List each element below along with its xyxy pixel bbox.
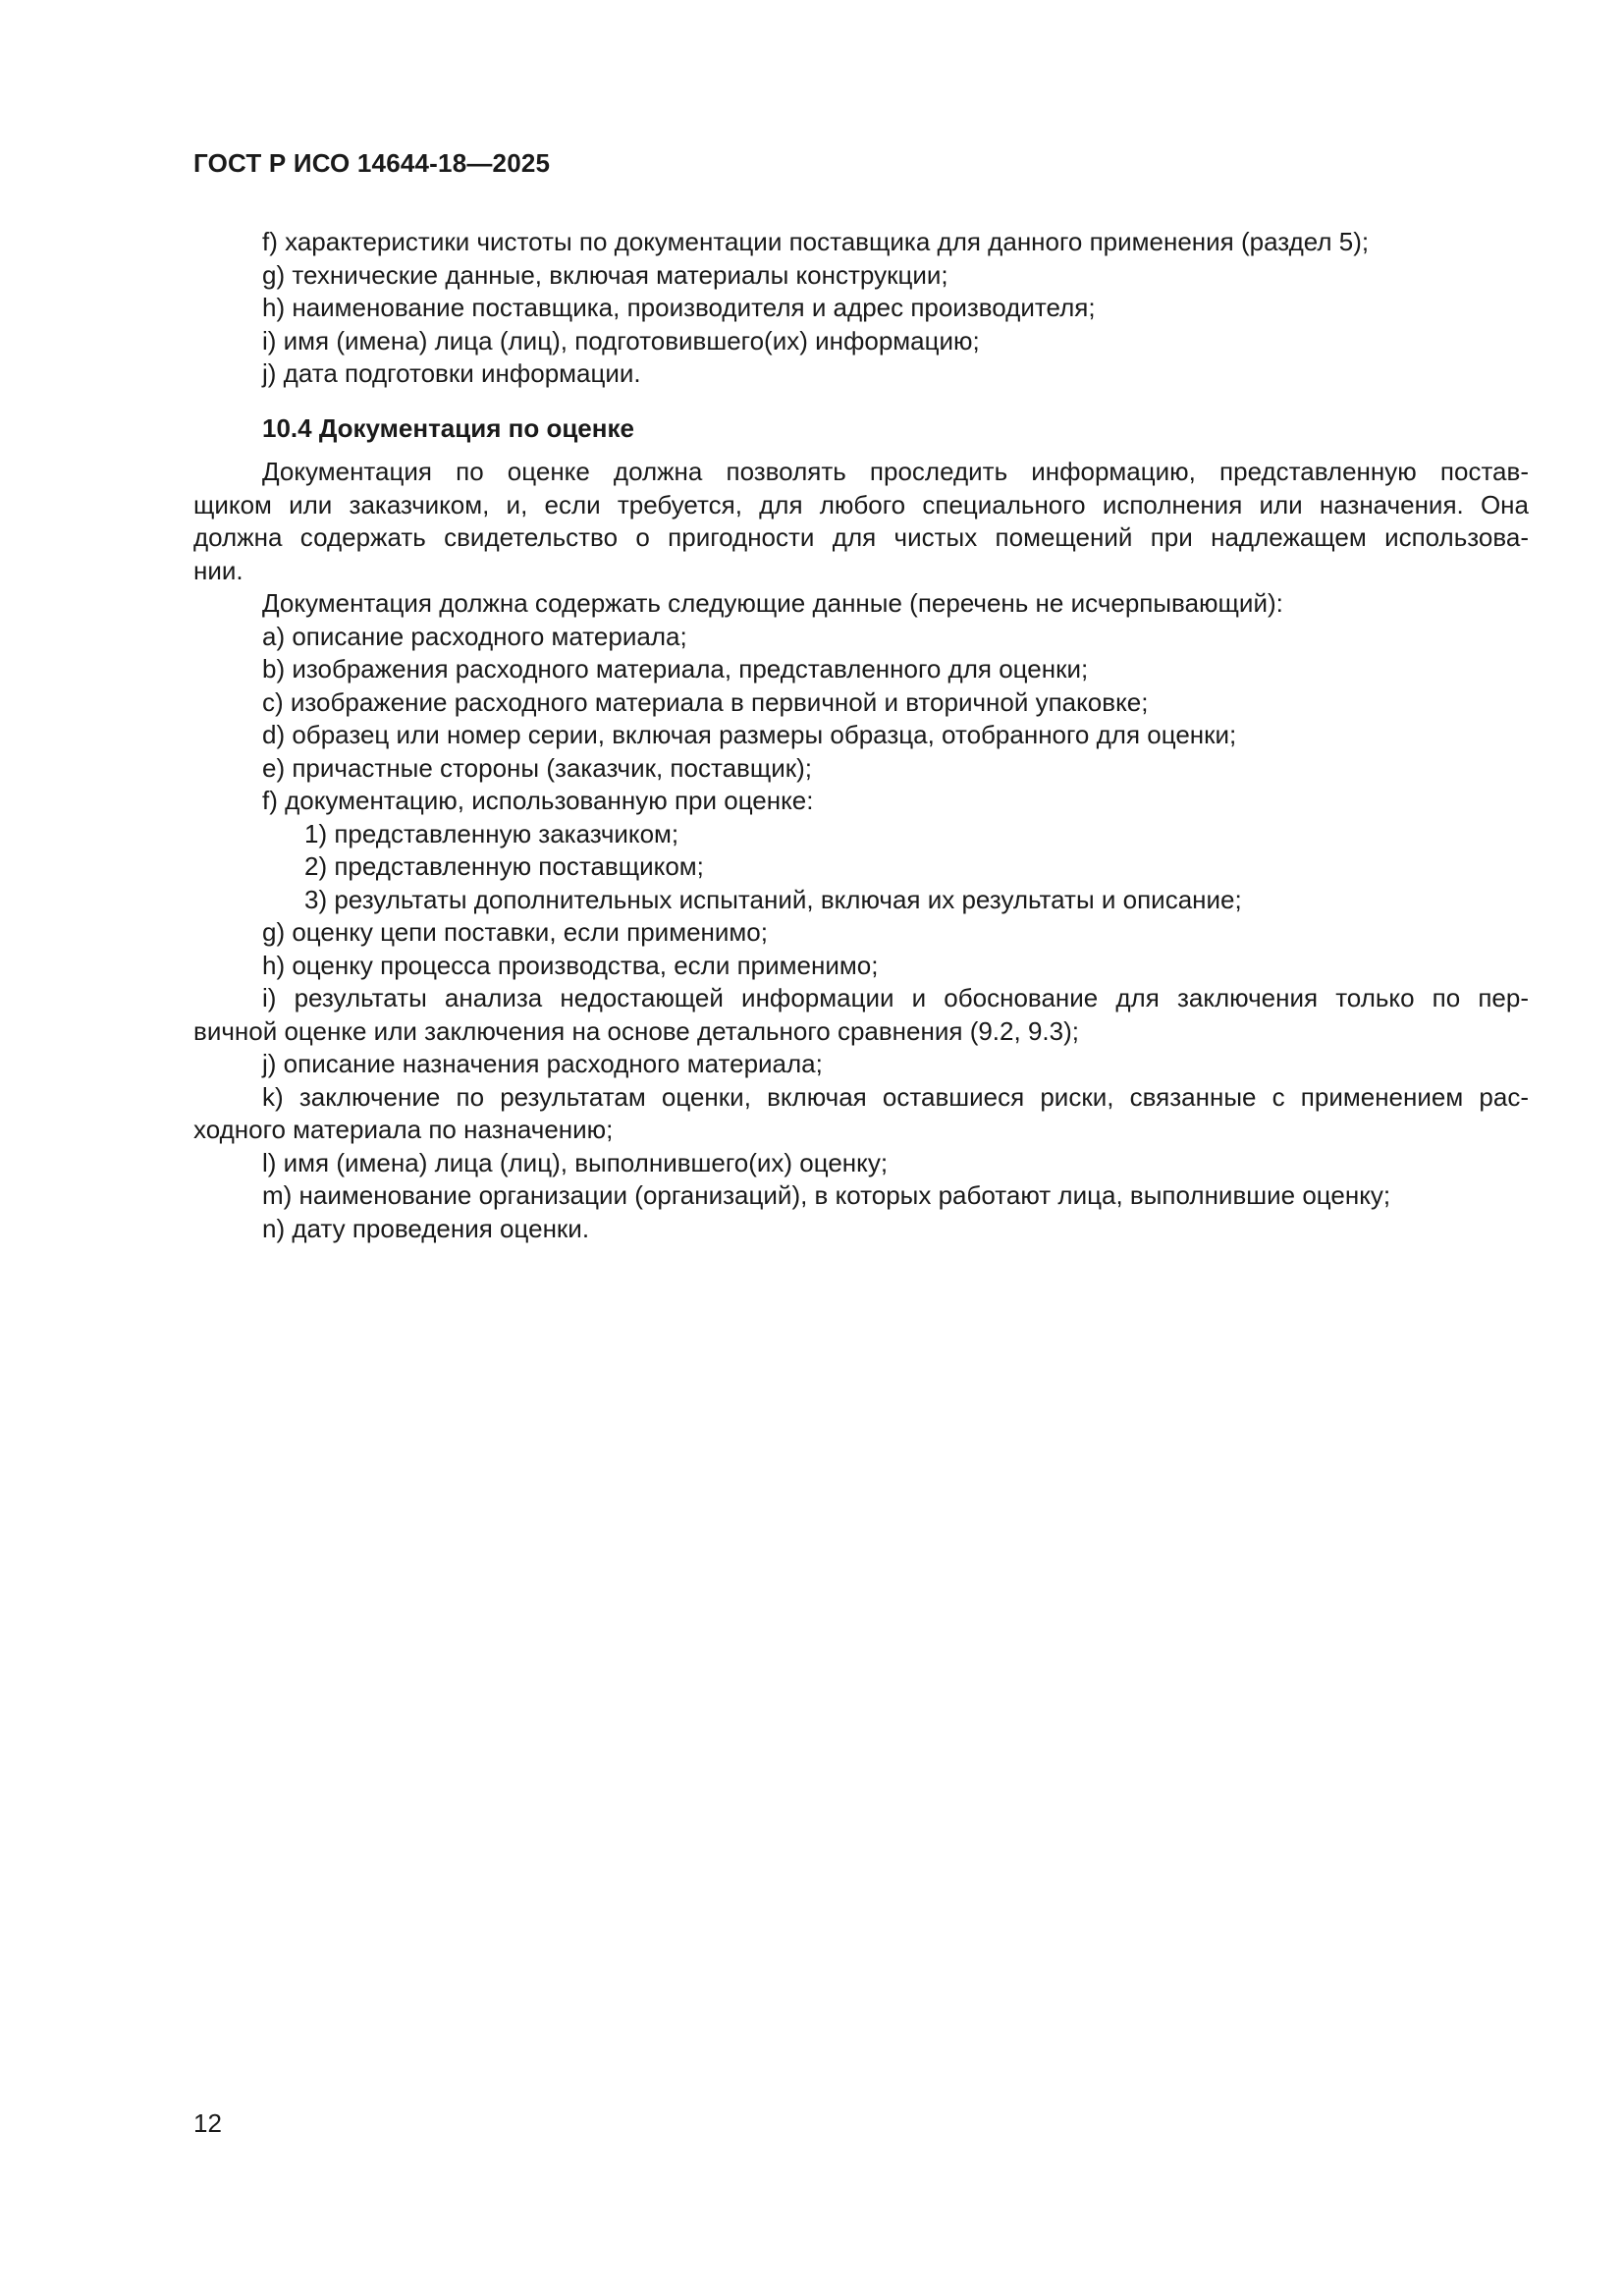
list-item-f: f) документацию, использованную при оценке: bbox=[262, 786, 814, 815]
sublist-item-1: 1) представленную заказчиком; bbox=[304, 818, 679, 848]
list-item-d: d) образец или номер серии, включая размеры образца, отобранного для оценки; bbox=[262, 720, 1237, 749]
sublist-item-2: 2) представленную поставщиком; bbox=[304, 851, 704, 881]
list-item-l: l) имя (имена) лица (лиц), выполнившего(их) оценку; bbox=[262, 1147, 889, 1177]
paragraph-line: щиком или заказчиком, и, если требуется, для любого специального исполнения или назначения. Она bbox=[193, 489, 1529, 519]
paragraph-line: должна содержать свидетельство о пригодности для чистых помещений при надлежащем использова- bbox=[193, 522, 1529, 552]
sublist-item-3: 3) результаты дополнительных испытаний, включая их результаты и описание; bbox=[304, 884, 1242, 914]
list-item-j: j) описание назначения расходного материала; bbox=[262, 1049, 823, 1078]
page-content bbox=[193, 226, 1529, 1245]
paragraph-line: Документация по оценке должна позволять проследить информацию, представленную постав- bbox=[262, 457, 1529, 486]
list-item-b: b) изображения расходного материала, представленного для оценки; bbox=[262, 654, 1089, 683]
paragraph-line: нии. bbox=[193, 555, 243, 585]
list-item-m: m) наименование организации (организаций), в которых работают лица, выполнившие оценку; bbox=[262, 1180, 1391, 1210]
list-item-h: h) оценку процесса производства, если применимо; bbox=[262, 950, 879, 980]
list-item-n: n) дату проведения оценки. bbox=[262, 1213, 590, 1243]
list-item-e: e) причастные стороны (заказчик, поставщик); bbox=[262, 752, 813, 783]
list-item-j-top: j) дата подготовки информации. bbox=[262, 358, 641, 388]
list-item-c: c) изображение расходного материала в первичной и вторичной упаковке; bbox=[262, 686, 1149, 717]
list-item-g-top: g) технические данные, включая материалы конструкции; bbox=[262, 259, 948, 290]
list-item-k: k) заключение по результатам оценки, включая оставшиеся риски, связанные с применением рас- bbox=[262, 1081, 1529, 1112]
paragraph-intro: Документация должна содержать следующие данные (перечень не исчерпывающий): bbox=[262, 588, 1283, 618]
list-item-g: g) оценку цепи поставки, если применимо; bbox=[262, 917, 768, 947]
document-header: ГОСТ Р ИСО 14644-18—2025 bbox=[193, 148, 551, 178]
list-item-k-continuation: ходного материала по назначению; bbox=[193, 1115, 614, 1144]
list-item-a: a) описание расходного материала; bbox=[262, 621, 687, 651]
section-heading: 10.4 Документация по оценке bbox=[262, 412, 634, 443]
list-item-i-continuation: вичной оценке или заключения на основе детального сравнения (9.2, 9.3); bbox=[193, 1015, 1079, 1046]
list-item-h-top: h) наименование поставщика, производителя и адрес производителя; bbox=[262, 293, 1096, 322]
list-item-i-top: i) имя (имена) лица (лиц), подготовившего(их) информацию; bbox=[262, 325, 980, 355]
page-number: 12 bbox=[193, 2108, 222, 2138]
list-item-f-top: f) характеристики чистоты по документации поставщика для данного применения (раздел 5); bbox=[262, 227, 1370, 256]
list-item-i: i) результаты анализа недостающей информации и обоснование для заключения только по пер- bbox=[262, 983, 1529, 1012]
